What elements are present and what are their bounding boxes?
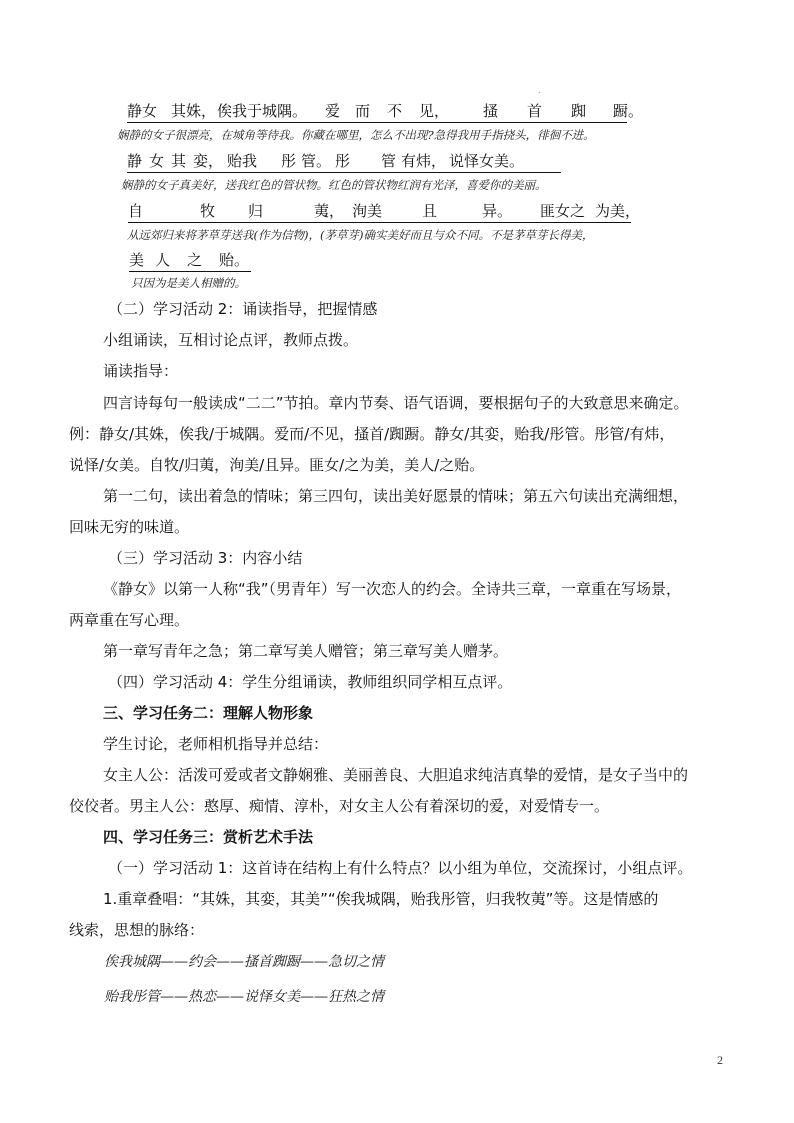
verse-seg: 搔 [483,102,499,120]
verse-seg: 人 [155,251,171,269]
scan-dot: . [538,86,541,95]
translation-2: 娴静的女子真美好，送我红色的管状物。红色的管状物红润有光泽，喜爱你的美丽。 [121,178,547,192]
verse-seg: 异。 [482,202,513,220]
verse-seg: 管。 [301,152,332,170]
verse-seg: 而 [355,102,371,120]
flow-line-1: 俟我城隅——约会——搔首踟蹰——急切之情 [104,954,384,970]
verse-seg: 爱 [325,102,341,120]
translation-1: 娴静的女子很漂亮，在城角等待我。你藏在哪里，怎么不出现?急得我用手指挠头，徘徊不进。 [117,128,595,142]
verse-seg: 有炜， [401,152,447,170]
verse-seg: 说怿女美。 [449,152,525,170]
verse-line-4 [129,249,251,272]
verse-line-3 [128,200,641,223]
task2-heading: 三、学习任务二：理解人物形象 [103,704,314,722]
tone-line-2: 回味无穷的味道。 [69,518,190,536]
verse-seg: 娈， [193,152,224,170]
repetition-line-1: 1.重章叠唱：“其姝，其娈，其美”“俟我城隅，贻我彤管，归我牧荑”等。这是情感的 [103,890,659,908]
verse-seg: 彤 [335,152,351,170]
guide-label: 诵读指导： [103,362,179,380]
summary-line-2: 两章重在写心理。 [69,611,190,629]
verse-seg: 其 [171,152,187,170]
verse-seg: 彤 [281,152,297,170]
verse-seg: 女 [149,152,165,170]
verse-seg: 为美， [595,202,641,220]
verse-seg: 匪女之 [540,202,586,220]
verse-seg: 蹰。 [613,102,644,120]
verse-seg: 见， [419,102,450,120]
verse-seg: 贻。 [219,251,250,269]
rhythm-line-2: 例：静女/其姝，俟我/于城隅。爱而/不见，搔首/踟蹰。静女/其娈，贻我/彤管。彤管/有炜， [69,425,675,443]
character-line-2: 佼佼者。男主人公：憨厚、痴情、淳朴，对女主人公有着深切的爱，对爱情专一。 [69,797,610,815]
activity3-heading: （三）学习活动 3：内容小结 [108,549,303,567]
flow-line-2: 贻我彤管——热恋——说怿女美——狂热之情 [104,989,384,1005]
group-read: 小组诵读，互相讨论点评，教师点拨。 [103,331,359,349]
verse-seg: 美 [129,251,145,269]
activity4-heading: （四）学习活动 4：学生分组诵读，教师组织同学相互点评。 [108,673,513,691]
summary-line-1: 《静女》以第一人称“我”（男青年）写一次恋人的约会。全诗共三章，一章重在写场景， [103,580,682,598]
verse-seg: 归 [248,202,264,220]
rhythm-line-3: 说怿/女美。自牧/归荑，洵美/且异。匪女/之为美，美人/之贻。 [69,456,485,474]
rhythm-line-1: 四言诗每句一般读成“二二”节拍。章内节奏、语气语调，要根据句子的大致意思来确定。 [103,394,689,412]
verse-seg: 不 [387,102,403,120]
tone-line-1: 第一二句，读出着急的情味；第三四句，读出美好愿景的情味；第五六句读出充满细想， [103,487,689,505]
translation-3: 从远郊归来将茅草芽送我(作为信物)，(茅草芽)确实美好而且与众不同。不是茅草芽长得美， [127,228,594,242]
task2-intro: 学生讨论，老师相机指导并总结： [103,735,329,753]
repetition-line-2: 线索，思想的脉络： [69,921,205,939]
verse-line-2 [127,150,561,173]
translation-4: 只因为是美人相赠的。 [131,276,246,290]
verse-seg: 自 [128,202,144,220]
verse-seg: 首 [527,102,543,120]
verse-seg: 洵美 [352,202,383,220]
verse-seg: 管 [381,152,397,170]
verse-seg: 之 [187,251,203,269]
verse-seg: 其姝， [171,102,217,120]
activity1-heading: （一）学习活动 1：这首诗在结构上有什么特点？以小组为单位，交流探讨，小组点评。 [108,859,693,877]
activity2-heading: （二）学习活动 2：诵读指导，把握情感 [108,300,378,318]
verse-line-1 [127,100,644,123]
verse-seg: 静女 [127,102,158,120]
verse-seg: 荑， [314,202,345,220]
verse-seg: 俟我于城隅。 [217,102,308,120]
character-line-1: 女主人公：活泼可爱或者文静娴雅、美丽善良、大胆追求纯洁真挚的爱情，是女子当中的 [103,766,689,784]
task3-heading: 四、学习任务三：赏析艺术手法 [103,828,314,846]
verse-seg: 且 [422,202,438,220]
verse-seg: 牧 [200,202,216,220]
chapters-line: 第一章写青年之急；第二章写美人赠管；第三章写美人赠茅。 [103,642,509,660]
verse-seg: 踟 [571,102,587,120]
verse-seg: 贻我 [227,152,258,170]
verse-seg: 静 [127,152,143,170]
page-number: 2 [717,1053,723,1067]
